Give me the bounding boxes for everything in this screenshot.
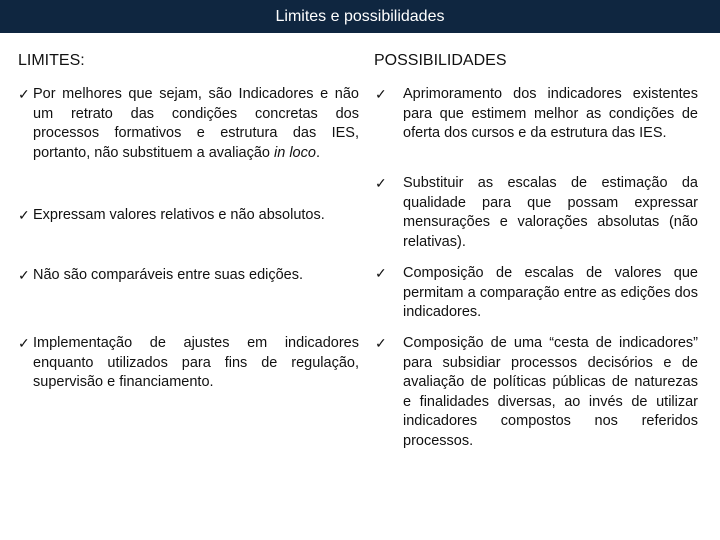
possibilidades-item <box>375 174 698 252</box>
possibilidades-item-text: Composição de escalas de valores que permitam a comparação entre as edições dos indicadores. <box>403 265 698 320</box>
limites-item-text: Não são comparáveis entre suas edições. <box>33 267 304 283</box>
possibilidades-item <box>375 334 698 451</box>
checkmark-icon: ✓ <box>18 335 30 351</box>
limites-item <box>18 266 359 286</box>
possibilidades-item <box>375 85 698 144</box>
limites-item-text: Implementação de ajustes em indicadores enquanto utilizados para fins de regulação, supervisão e financiamento. <box>33 335 359 390</box>
limites-item <box>18 206 359 226</box>
limites-item <box>18 85 359 163</box>
slide-title: Limites e possibilidades <box>275 8 445 25</box>
limites-item-text: Expressam valores relativos e não absolutos. <box>33 207 325 223</box>
checkmark-icon: ✓ <box>18 267 30 283</box>
checkmark-icon: ✓ <box>375 175 387 191</box>
possibilidades-item-text: Composição de uma “cesta de indicadores” para subsidiar processos decisórios e de avaliação de políticas públicas de naturezas e finalidades diversas, ao invés de utilizar indicadores compostos nos referidos processos. <box>403 335 698 449</box>
limites-item-text: Por melhores que sejam, são Indicadores e não um retrato das condições concretas dos processos formativos e estrutura das IES, portanto, não substituem a avaliação in loco. <box>33 86 359 161</box>
limites-item <box>18 334 359 393</box>
limites-heading: LIMITES: <box>18 52 85 69</box>
possibilidades-item-text: Aprimoramento dos indicadores existentes para que estimem melhor as condições de oferta dos cursos e da estrutura das IES. <box>403 86 698 141</box>
checkmark-icon: ✓ <box>375 86 387 102</box>
possibilidades-item-text: Substituir as escalas de estimação da qualidade para que possam expressar mensurações e valorações absolutas (não relativas). <box>403 175 698 250</box>
checkmark-icon: ✓ <box>18 86 30 102</box>
possibilidades-heading: POSSIBILIDADES <box>374 52 507 69</box>
checkmark-icon: ✓ <box>18 207 30 223</box>
checkmark-icon: ✓ <box>375 265 387 281</box>
checkmark-icon: ✓ <box>375 335 387 351</box>
possibilidades-item <box>375 264 698 323</box>
